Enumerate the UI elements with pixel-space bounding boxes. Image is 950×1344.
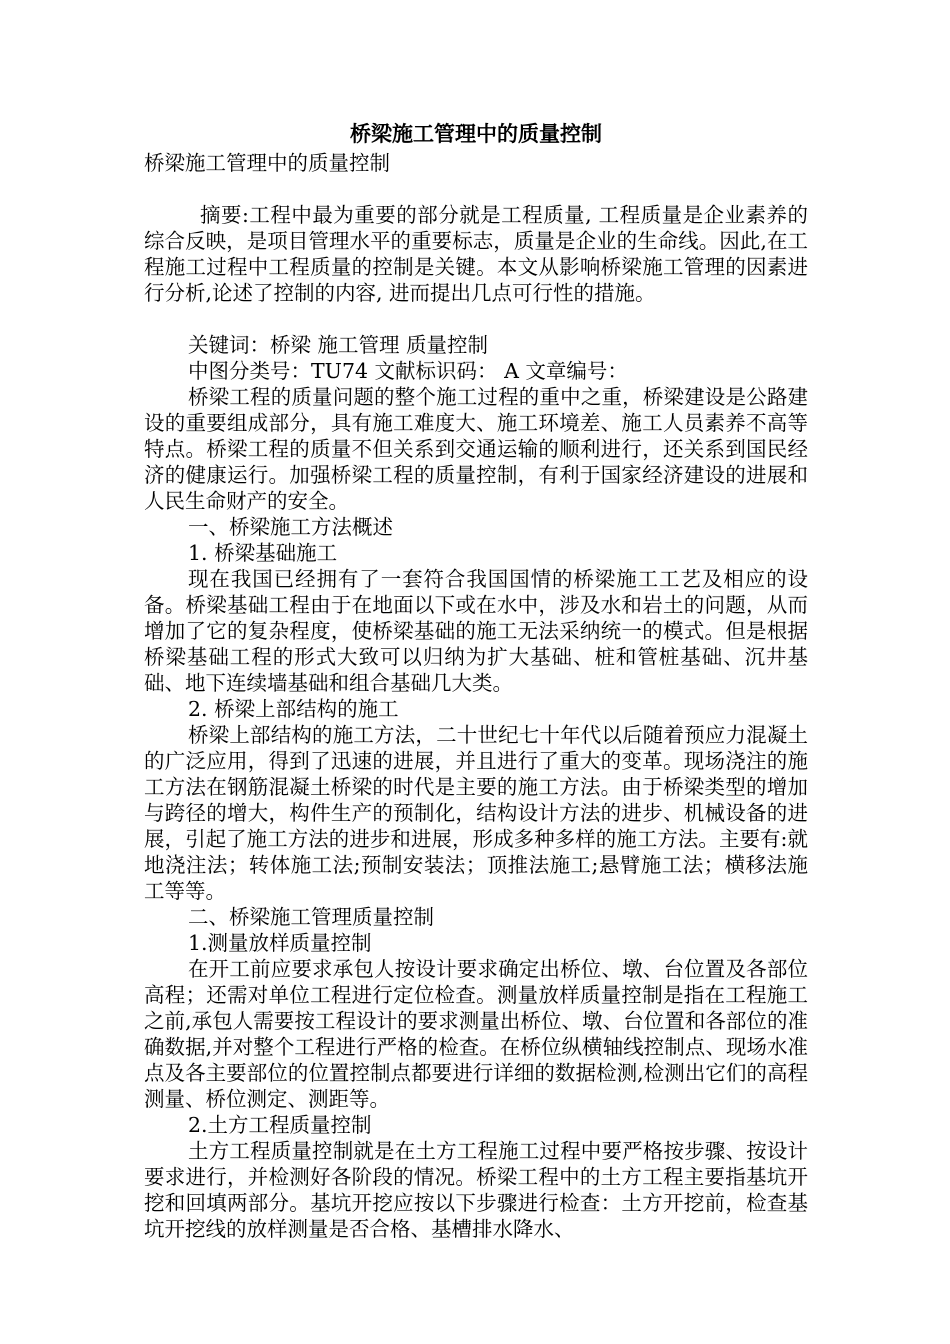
document-subtitle: 桥梁施工管理中的质量控制 (144, 151, 390, 175)
subsection-heading: 2.土方工程质量控制 (188, 1113, 372, 1137)
body-paragraph: 现在我国已经拥有了一套符合我国国情的桥梁施工工艺及相应的设备。桥梁基础工程由于在地面以下或在水中，涉及水和岩土的问题，从而增加了它的复杂程度，使桥梁基础的施工无法采纳统一的模式。但是根据桥梁基础工程的形式大致可以归纳为扩大基础、桩和管桩基础、沉井基础、地下连续墙基础和组合基础几大类。 (144, 567, 808, 695)
subsection-heading: 1.测量放样质量控制 (188, 931, 372, 955)
section-heading: 二、桥梁施工管理质量控制 (188, 905, 434, 929)
body-paragraph: 桥梁上部结构的施工方法，二十世纪七十年代以后随着预应力混凝土的广泛应用，得到了迅速的进展，并且进行了重大的变革。现场浇注的施工方法在钢筋混凝土桥梁的时代是主要的施工方法。由于桥梁类型的增加与跨径的增大，构件生产的预制化，结构设计方法的进步、机械设备的进展，引起了施工方法的进步和进展，形成多种多样的施工方法。主要有:就地浇注法；转体施工法;预制安装法；顶推法施工;悬臂施工法；横移法施工等等。 (144, 723, 808, 903)
subsection-heading: 1. 桥梁基础施工 (188, 541, 338, 565)
intro-paragraph: 桥梁工程的质量问题的整个施工过程的重中之重，桥梁建设是公路建设的重要组成部分，具有施工难度大、施工环境差、施工人员素养不高等特点。桥梁工程的质量不但关系到交通运输的顺利进行，还关系到国民经济的健康运行。加强桥梁工程的质量控制，有利于国家经济建设的进展和人民生命财产的安全。 (144, 385, 808, 513)
document-body (144, 118, 808, 1242)
blank-line (144, 176, 808, 202)
abstract-paragraph: 摘要:工程中最为重要的部分就是工程质量, 工程质量是企业素养的综合反映，是项目管理水平的重要标志，质量是企业的生命线。因此,在工程施工过程中工程质量的控制是关键。本文从影响桥梁施工管理的因素进行分析,论述了控制的内容, 进而提出几点可行性的措施。 (144, 203, 808, 305)
section-heading: 一、桥梁施工方法概述 (188, 515, 393, 539)
body-paragraph: 在开工前应要求承包人按设计要求确定出桥位、墩、台位置及各部位高程；还需对单位工程进行定位检查。测量放样质量控制是指在工程施工之前,承包人需要按工程设计的要求测量出桥位、墩、台位置和各部位的准确数据,并对整个工程进行严格的检查。在桥位纵横轴线控制点、现场水准点及各主要部位的位置控制点都要进行详细的数据检测,检测出它们的高程测量、桥位测定、测距等。 (144, 957, 808, 1111)
subsection-heading: 2. 桥梁上部结构的施工 (188, 697, 399, 721)
body-paragraph: 土方工程质量控制就是在土方工程施工过程中要严格按步骤、按设计要求进行，并检测好各阶段的情况。桥梁工程中的土方工程主要指基坑开挖和回填两部分。基坑开挖应按以下步骤进行检查：土方开挖前，检查基坑开挖线的放样测量是否合格、基槽排水降水、 (144, 1139, 808, 1241)
classification-line: 中图分类号：TU74 文献标识码： A 文章编号： (188, 359, 628, 383)
blank-line (144, 306, 808, 332)
document-title: 桥梁施工管理中的质量控制 (350, 121, 602, 146)
keywords-line: 关键词：桥梁 施工管理 质量控制 (188, 333, 489, 357)
